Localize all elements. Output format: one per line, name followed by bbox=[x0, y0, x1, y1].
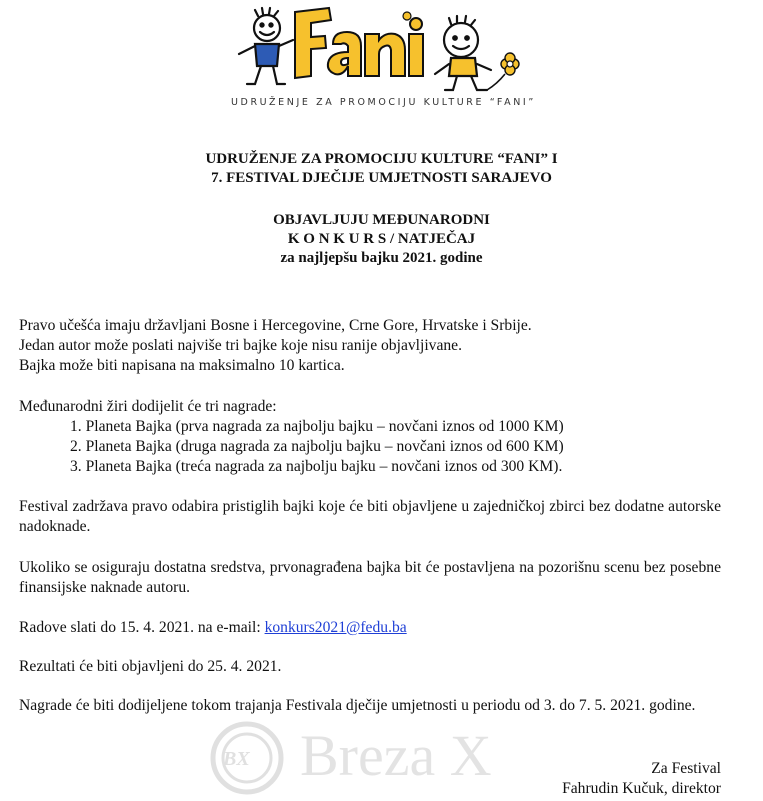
sun-icon bbox=[403, 12, 411, 20]
watermark-text: Breza X bbox=[300, 723, 492, 788]
right-child-figure bbox=[435, 16, 491, 90]
paragraph-results: Rezultati će biti objavljeni do 25. 4. 2021. bbox=[19, 658, 282, 675]
prize-second: 2. Planeta Bajka (druga nagrada za najbolju bajku – novčani iznos od 600 KM) bbox=[70, 438, 564, 455]
paragraph-stage: Ukoliko se osiguraju dostatna sredstva, prvonagrađena bajka bit će postavljena na pozorišnu scenu bez posebne finansijske naknade autoru. bbox=[19, 559, 721, 596]
paragraph-submit bbox=[19, 618, 721, 638]
paragraph-rights: Festival zadržava pravo odabira pristiglih bajki koje će biti objavljene u zajedničkoj zbirci bez dodatne autorske nadoknade. bbox=[19, 498, 721, 535]
header-announce: OBJAVLJUJU MEĐUNARODNI bbox=[273, 212, 490, 228]
rules-block bbox=[19, 316, 721, 376]
email-link[interactable]: konkurs2021@fedu.ba bbox=[264, 619, 407, 636]
jury-intro: Međunarodni žiri dodijelit će tri nagrade: bbox=[19, 398, 277, 415]
signature-block bbox=[562, 759, 721, 799]
watermark-logo-text: BX bbox=[223, 748, 250, 770]
paragraph-awards: Nagrade će biti dodijeljene tokom trajanja Festivala dječije umjetnosti u periodu od 3. do 7. 5. 2021. godine. bbox=[19, 697, 696, 714]
prize-list bbox=[70, 417, 564, 477]
prize-first: 1. Planeta Bajka (prva nagrada za najbolju bajku – novčani iznos od 1000 KM) bbox=[70, 418, 564, 435]
fani-logo bbox=[225, 4, 536, 114]
logo-tagline: UDRUŽENJE ZA PROMOCIJU KULTURE “FANI” bbox=[231, 97, 536, 108]
left-child-figure bbox=[239, 8, 293, 84]
header-festival: 7. FESTIVAL DJEČIJE UMJETNOSTI SARAJEVO bbox=[211, 170, 552, 186]
watermark-logo-icon bbox=[205, 718, 295, 798]
rule-length: Bajka može biti napisana na maksimalno 10 kartica. bbox=[19, 357, 345, 374]
signature-name: Fahrudin Kučuk, direktor bbox=[562, 780, 721, 797]
header-subject: za najljepšu bajku 2021. godine bbox=[280, 250, 483, 266]
fani-logo-graphic bbox=[225, 4, 525, 99]
header-organization: UDRUŽENJE ZA PROMOCIJU KULTURE “FANI” I bbox=[205, 151, 558, 167]
watermark bbox=[205, 718, 565, 798]
submit-text: Radove slati do 15. 4. 2021. na e-mail: bbox=[19, 619, 265, 636]
rule-eligibility: Pravo učešća imaju državljani Bosne i Hercegovine, Crne Gore, Hrvatske i Srbije. bbox=[19, 317, 532, 334]
flower-icon bbox=[487, 53, 519, 90]
signature-role: Za Festival bbox=[651, 760, 721, 777]
header-contest: K O N K U R S / NATJEČAJ bbox=[287, 231, 476, 247]
prize-third: 3. Planeta Bajka (treća nagrada za najbolju bajku – novčani iznos od 300 KM). bbox=[70, 458, 563, 475]
rule-max-entries: Jedan autor može poslati najviše tri bajke koje nisu ranije objavljivane. bbox=[19, 337, 462, 354]
